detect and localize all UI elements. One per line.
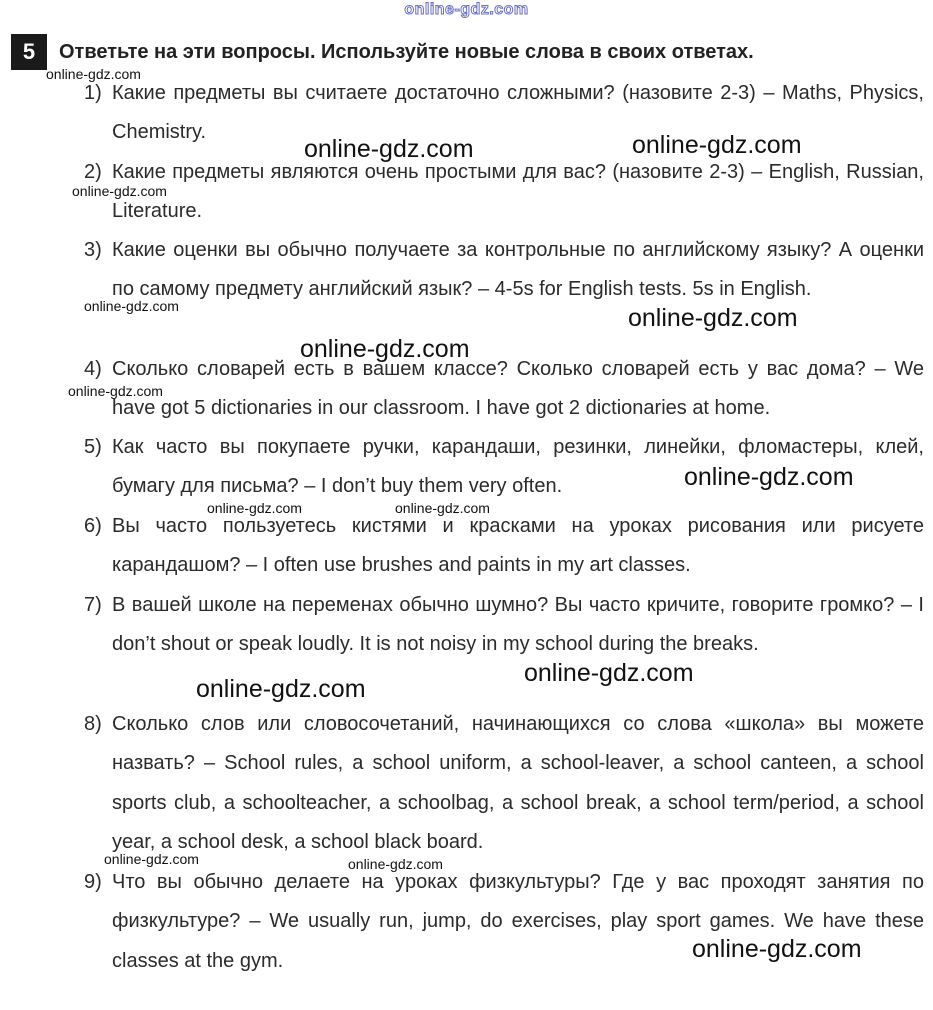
question-number: 8) (84, 713, 102, 735)
watermark-large: online-gdz.com (196, 675, 366, 703)
watermark-small: online-gdz.com (104, 851, 199, 867)
watermark-large: online-gdz.com (684, 463, 854, 491)
question-number: 1) (84, 82, 102, 104)
watermark-large: online-gdz.com (300, 335, 470, 363)
question-text: Вы часто пользуетесь кистями и красками на уроках рисования или рисуете карандашом? – I often use brushes and paints in my art classes. (112, 515, 924, 577)
watermark-large: online-gdz.com (524, 659, 694, 687)
question-text: Какие предметы являются очень простыми для вас? (назовите 2-3) – English, Russian, Literature. (112, 161, 924, 223)
question-number: 6) (84, 515, 102, 537)
question-number: 5) (84, 436, 102, 458)
question-8 (84, 705, 924, 862)
question-number: 3) (84, 239, 102, 261)
question-text: Как часто вы покупаете ручки, карандаши, резинки, линейки, фломастеры, клей, бумагу для письма? – I don’t buy them very often. (112, 436, 924, 498)
question-number: 7) (84, 594, 102, 616)
watermark-small: online-gdz.com (84, 298, 179, 314)
watermark-small: online-gdz.com (68, 383, 163, 399)
question-text: Какие оценки вы обычно получаете за контрольные по английскому языку? А оценки по самому предмету английский язык? – 4-5s for English tests. 5s in English. (112, 239, 924, 301)
watermark-small: online-gdz.com (395, 500, 490, 516)
question-number: 4) (84, 358, 102, 380)
watermark-small: online-gdz.com (72, 183, 167, 199)
question-text: Что вы обычно делаете на уроках физкультуры? Где у вас проходят занятия по физкультуре? – We usually run, jump, do exercises, play sport games. We have these classes at the gym. (112, 871, 924, 972)
question-text: Сколько слов или словосочетаний, начинающихся со слова «школа» вы можете назвать? – School rules, a school uniform, a school-leaver, a school canteen, a school sports club, a schoolteacher, a schoolbag, a school break, a school term/period, a school year, a school desk, a school black board. (112, 713, 924, 853)
question-7 (84, 586, 924, 665)
exercise-number-badge: 5 (11, 34, 47, 70)
watermark-small: online-gdz.com (348, 856, 443, 872)
question-number: 9) (84, 871, 102, 893)
watermark-large: online-gdz.com (628, 304, 798, 332)
question-text: В вашей школе на переменах обычно шумно? Вы часто кричите, говорите громко? – I don’t shout or speak loudly. It is not noisy in my school during the breaks. (112, 594, 924, 656)
watermark-large: online-gdz.com (692, 935, 862, 963)
watermark-large: online-gdz.com (304, 135, 474, 163)
question-9 (84, 863, 924, 981)
question-3 (84, 231, 924, 310)
watermark-small: online-gdz.com (46, 66, 141, 82)
question-text: Какие предметы вы считаете достаточно сложными? (назовите 2-3) – Maths, Physics, Chemistry. (112, 82, 924, 144)
question-2 (84, 153, 924, 232)
question-6 (84, 507, 924, 586)
question-text: Сколько словарей есть в вашем классе? Сколько словарей есть у вас дома? – We have got 5 dictionaries in our classroom. I have got 2 dictionaries at home. (112, 358, 924, 420)
question-4 (84, 350, 924, 429)
site-header-watermark: online-gdz.com (404, 1, 529, 18)
watermark-large: online-gdz.com (632, 131, 802, 159)
question-number: 2) (84, 161, 102, 183)
watermark-small: online-gdz.com (207, 500, 302, 516)
exercise-title: Ответьте на эти вопросы. Используйте новые слова в своих ответах. (59, 41, 754, 63)
